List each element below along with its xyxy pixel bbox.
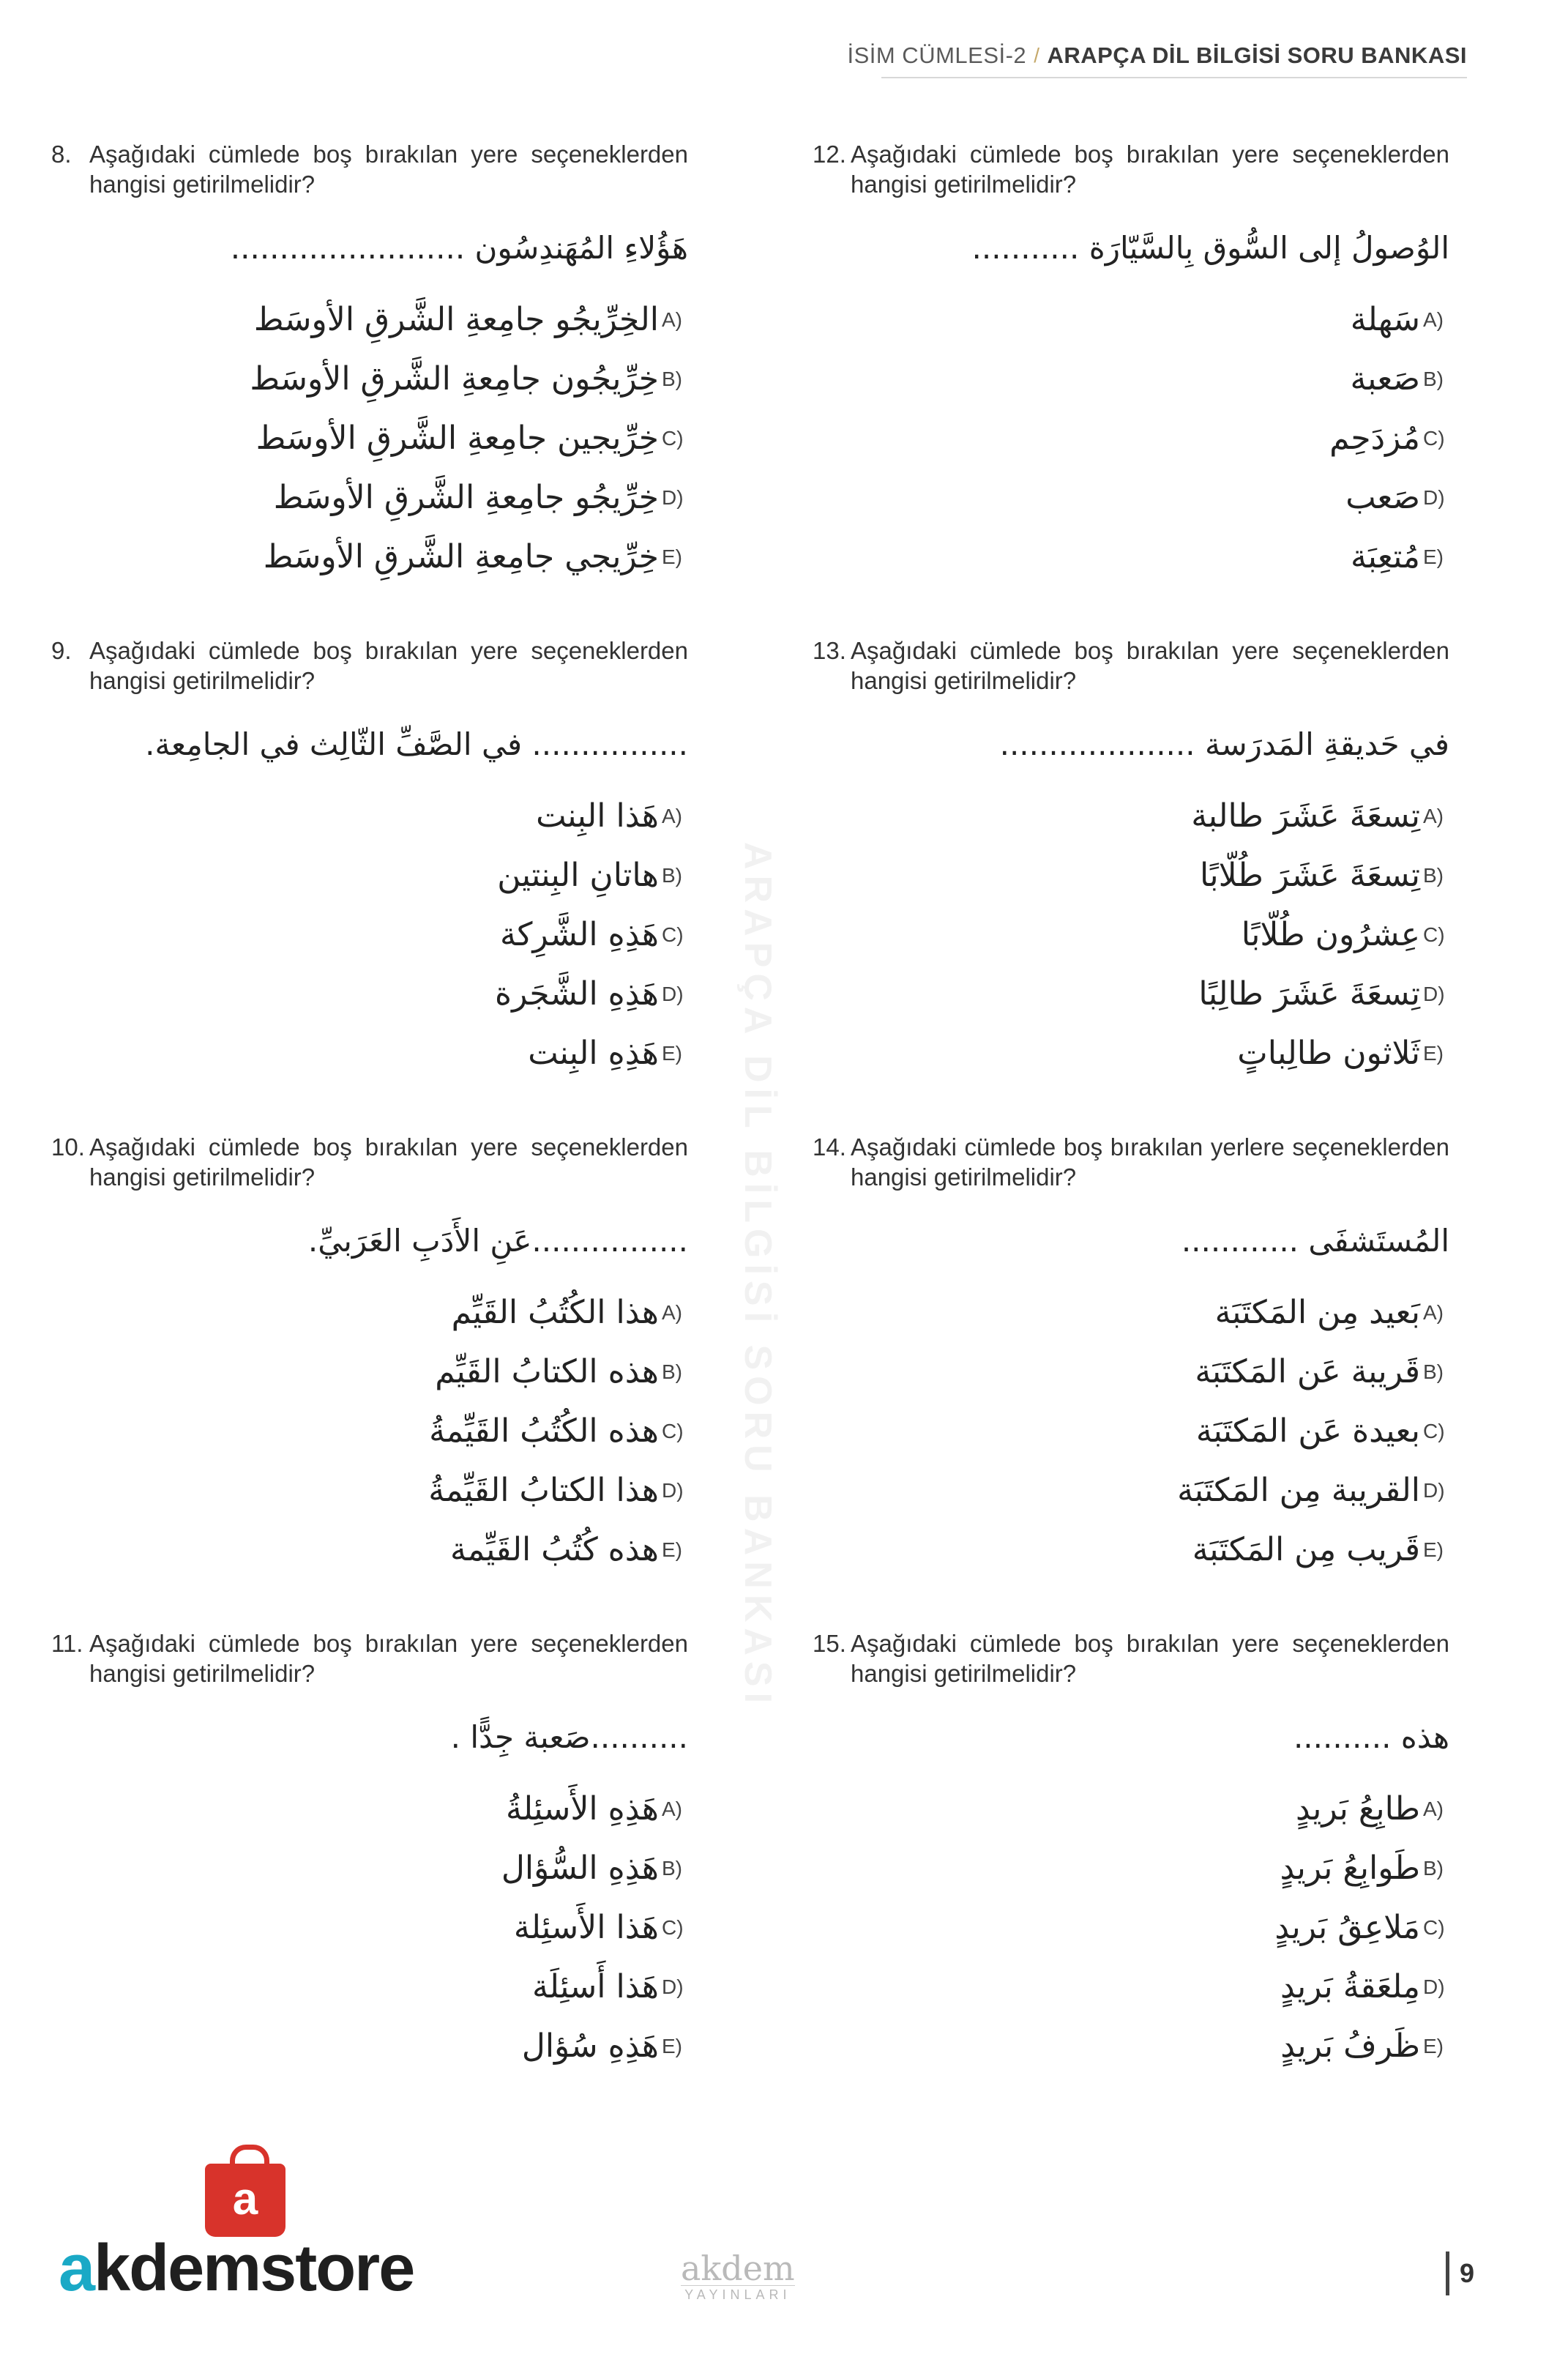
options-list bbox=[51, 290, 688, 586]
header-book-title: ARAPÇA DİL BİLGİSİ SORU BANKASI bbox=[1047, 42, 1467, 68]
option-text: هذه الكتابُ القَيِّم bbox=[435, 1353, 659, 1390]
option-c[interactable] bbox=[51, 1401, 688, 1461]
option-c[interactable] bbox=[813, 1401, 1449, 1461]
option-letter: E) bbox=[1423, 2034, 1444, 2057]
option-letter: E) bbox=[662, 1538, 682, 1561]
option-d[interactable] bbox=[51, 468, 688, 527]
option-text: تِسعَةَ عَشَرَ طالبة bbox=[1191, 797, 1420, 835]
option-text: عِشرُون طُلّابًا bbox=[1241, 916, 1420, 953]
option-b[interactable] bbox=[51, 349, 688, 409]
arabic-sentence: ..........صَعبة جِدًّا . bbox=[450, 1719, 688, 1755]
question-prompt bbox=[813, 1132, 1449, 1192]
option-d[interactable] bbox=[813, 964, 1449, 1024]
options-list bbox=[51, 1283, 688, 1579]
option-letter: D) bbox=[662, 982, 684, 1005]
option-text: الخِرِّيجُو جامِعةِ الشَّرقِ الأوسَط bbox=[253, 301, 659, 338]
option-d[interactable] bbox=[813, 1461, 1449, 1520]
option-c[interactable] bbox=[51, 1898, 688, 1957]
options-list bbox=[813, 290, 1449, 586]
question-prompt bbox=[51, 1132, 688, 1192]
option-b[interactable] bbox=[813, 349, 1449, 409]
option-text: هَذا البِنت bbox=[536, 797, 659, 835]
option-letter: C) bbox=[662, 923, 684, 946]
option-letter: A) bbox=[662, 1300, 682, 1324]
question-text: Aşağıdaki cümlede boş bırakılan yere seçeneklerden hangisi getirilmelidir? bbox=[851, 637, 1449, 694]
option-c[interactable] bbox=[51, 905, 688, 964]
option-text: مُزدَحِم bbox=[1329, 420, 1420, 457]
option-b[interactable] bbox=[51, 1839, 688, 1898]
options-list bbox=[51, 1779, 688, 2076]
option-e[interactable] bbox=[813, 527, 1449, 586]
option-a[interactable] bbox=[813, 786, 1449, 846]
option-text: هَذا الأَسئِلة bbox=[513, 1909, 659, 1946]
option-letter: C) bbox=[1423, 1915, 1445, 1939]
option-text: بعيدة عَن المَكتَبَة bbox=[1195, 1412, 1420, 1450]
option-letter: B) bbox=[1423, 367, 1444, 390]
option-text: هَذِهِ الأَسئِلةُ bbox=[506, 1790, 659, 1828]
option-a[interactable] bbox=[813, 290, 1449, 349]
option-text: هَذِهِ سُؤال bbox=[521, 2027, 659, 2065]
question-text: Aşağıdaki cümlede boş bırakılan yere seçeneklerden hangisi getirilmelidir? bbox=[89, 1630, 688, 1687]
option-letter: E) bbox=[1423, 545, 1444, 568]
arabic-sentence: ................ في الصَّفِّ الثّالِث في الجامِعة. bbox=[145, 726, 688, 762]
right-column bbox=[813, 139, 1449, 2125]
option-b[interactable] bbox=[813, 846, 1449, 905]
option-letter: A) bbox=[662, 804, 682, 827]
store-logo[interactable] bbox=[59, 2164, 454, 2305]
running-header bbox=[847, 42, 1467, 69]
option-letter: D) bbox=[662, 1975, 684, 1998]
option-e[interactable] bbox=[51, 2016, 688, 2076]
option-letter: B) bbox=[1423, 1856, 1444, 1880]
option-b[interactable] bbox=[813, 1342, 1449, 1401]
header-rule bbox=[881, 77, 1467, 78]
option-a[interactable] bbox=[813, 1779, 1449, 1839]
option-d[interactable] bbox=[813, 468, 1449, 527]
option-letter: B) bbox=[662, 367, 682, 390]
option-text: هاتانِ البِنتين bbox=[497, 857, 659, 894]
option-text: هَذِهِ البِنت bbox=[528, 1035, 659, 1072]
option-e[interactable] bbox=[51, 527, 688, 586]
question-prompt bbox=[51, 139, 688, 199]
option-text: ثَلاثون طالِباتٍ bbox=[1237, 1035, 1420, 1072]
question-number: 8. bbox=[51, 141, 72, 168]
option-a[interactable] bbox=[51, 290, 688, 349]
option-d[interactable] bbox=[813, 1957, 1449, 2016]
question-14 bbox=[813, 1132, 1449, 1628]
option-letter: B) bbox=[1423, 1360, 1444, 1383]
option-text: ظَرفُ بَريدٍ bbox=[1280, 2027, 1420, 2065]
option-e[interactable] bbox=[51, 1520, 688, 1579]
option-d[interactable] bbox=[51, 964, 688, 1024]
arabic-sentence: هَؤُلاءِ المُهَندِسُون ........................ bbox=[230, 230, 688, 266]
question-text: Aşağıdaki cümlede boş bırakılan yere seçeneklerden hangisi getirilmelidir? bbox=[89, 141, 688, 198]
publisher-name: akdem bbox=[681, 2249, 795, 2288]
question-number: 10. bbox=[51, 1133, 85, 1161]
question-12 bbox=[813, 139, 1449, 636]
option-e[interactable] bbox=[813, 1520, 1449, 1579]
question-prompt bbox=[813, 139, 1449, 199]
option-text: سَهلة bbox=[1350, 301, 1420, 338]
option-letter: A) bbox=[1423, 1300, 1444, 1324]
store-name bbox=[59, 2231, 414, 2306]
option-letter: C) bbox=[662, 426, 684, 450]
option-letter: A) bbox=[1423, 308, 1444, 331]
option-text: هذه كُتُبُ القَيِّمة bbox=[450, 1531, 659, 1568]
options-list bbox=[51, 786, 688, 1083]
option-letter: A) bbox=[662, 1797, 682, 1820]
option-text: طابِعُ بَريدٍ bbox=[1296, 1790, 1420, 1828]
question-prompt bbox=[813, 636, 1449, 696]
option-text: هَذِهِ الشَّجَرة bbox=[495, 975, 659, 1013]
option-letter: B) bbox=[1423, 863, 1444, 887]
option-text: مِلعَقةُ بَريدٍ bbox=[1280, 1968, 1420, 2005]
option-text: مُتعِبَة bbox=[1351, 538, 1420, 576]
publisher-logo bbox=[681, 2251, 795, 2303]
option-text: خِرِّيجي جامِعةِ الشَّرقِ الأوسَط bbox=[263, 538, 659, 576]
option-b[interactable] bbox=[813, 1839, 1449, 1898]
question-number: 15. bbox=[813, 1630, 846, 1657]
option-letter: C) bbox=[1423, 1419, 1445, 1442]
question-8 bbox=[51, 139, 688, 636]
question-number: 11. bbox=[51, 1630, 83, 1657]
option-letter: B) bbox=[662, 1856, 682, 1880]
option-text: خِرِّيجين جامِعةِ الشَّرقِ الأوسَط bbox=[255, 420, 659, 457]
option-text: بَعيد مِن المَكتَبَة bbox=[1214, 1294, 1420, 1331]
options-list bbox=[813, 786, 1449, 1083]
option-text: خِرِّيجُون جامِعةِ الشَّرقِ الأوسَط bbox=[250, 360, 659, 398]
option-text: خِرِّيجُو جامِعةِ الشَّرقِ الأوسَط bbox=[273, 479, 659, 516]
question-prompt bbox=[51, 1628, 688, 1688]
logo-letter: a bbox=[232, 2174, 258, 2224]
option-text: قَريب مِن المَكتَبَة bbox=[1192, 1531, 1420, 1568]
option-letter: E) bbox=[662, 545, 682, 568]
option-letter: D) bbox=[1423, 1478, 1445, 1502]
option-d[interactable] bbox=[51, 1461, 688, 1520]
option-d[interactable] bbox=[51, 1957, 688, 2016]
left-column bbox=[51, 139, 688, 2125]
question-text: Aşağıdaki cümlede boş bırakılan yere seçeneklerden hangisi getirilmelidir? bbox=[851, 141, 1449, 198]
option-c[interactable] bbox=[813, 905, 1449, 964]
option-letter: A) bbox=[1423, 804, 1444, 827]
option-letter: E) bbox=[662, 2034, 682, 2057]
option-e[interactable] bbox=[51, 1024, 688, 1083]
option-letter: D) bbox=[1423, 485, 1445, 509]
question-15 bbox=[813, 1628, 1449, 2125]
options-list bbox=[813, 1283, 1449, 1579]
option-b[interactable] bbox=[51, 1342, 688, 1401]
option-a[interactable] bbox=[813, 1283, 1449, 1342]
option-letter: C) bbox=[1423, 426, 1445, 450]
arabic-sentence: المُستَشفَى ............ bbox=[1181, 1223, 1449, 1259]
option-text: طَوابِعُ بَريدٍ bbox=[1280, 1850, 1420, 1887]
option-text: هَذِهِ السُّؤال bbox=[501, 1850, 659, 1887]
question-11 bbox=[51, 1628, 688, 2125]
option-c[interactable] bbox=[813, 409, 1449, 468]
question-text: Aşağıdaki cümlede boş bırakılan yere seçeneklerden hangisi getirilmelidir? bbox=[89, 637, 688, 694]
option-letter: B) bbox=[662, 863, 682, 887]
option-text: هَذِهِ الشَّرِكة bbox=[499, 916, 659, 953]
option-text: هذا الكُتُبُ القَيِّم bbox=[451, 1294, 659, 1331]
option-text: هذا الكتابُ القَيِّمةُ bbox=[428, 1472, 659, 1509]
option-letter: A) bbox=[662, 308, 682, 331]
question-number: 14. bbox=[813, 1133, 846, 1161]
option-a[interactable] bbox=[51, 1283, 688, 1342]
option-text: تِسعَةَ عَشَرَ طالِبًا bbox=[1198, 975, 1420, 1013]
option-letter: C) bbox=[1423, 923, 1445, 946]
option-text: القريبة مِن المَكتَبَة bbox=[1177, 1472, 1420, 1509]
option-b[interactable] bbox=[51, 846, 688, 905]
option-text: هذه الكُتُبُ القَيِّمةُ bbox=[429, 1412, 659, 1450]
option-text: مَلاعِقُ بَريدٍ bbox=[1274, 1909, 1420, 1946]
store-name-rest: kdemstore bbox=[94, 2232, 414, 2305]
arabic-sentence: هذه .......... bbox=[1293, 1719, 1449, 1755]
question-number: 9. bbox=[51, 637, 72, 664]
option-letter: A) bbox=[1423, 1797, 1444, 1820]
option-letter: E) bbox=[1423, 1041, 1444, 1065]
option-letter: D) bbox=[662, 1478, 684, 1502]
option-letter: E) bbox=[662, 1041, 682, 1065]
store-name-initial: a bbox=[59, 2232, 94, 2305]
question-text: Aşağıdaki cümlede boş bırakılan yere seçeneklerden hangisi getirilmelidir? bbox=[89, 1133, 688, 1191]
option-c[interactable] bbox=[51, 409, 688, 468]
header-separator: / bbox=[1034, 44, 1040, 67]
shopping-bag-icon bbox=[205, 2164, 285, 2237]
option-letter: D) bbox=[662, 485, 684, 509]
option-e[interactable] bbox=[813, 1024, 1449, 1083]
option-text: صَعب bbox=[1345, 479, 1420, 516]
question-9 bbox=[51, 636, 688, 1132]
option-text: صَعبة bbox=[1350, 360, 1420, 398]
question-text: Aşağıdaki cümlede boş bırakılan yere seçeneklerden hangisi getirilmelidir? bbox=[851, 1630, 1449, 1687]
question-13 bbox=[813, 636, 1449, 1132]
option-e[interactable] bbox=[813, 2016, 1449, 2076]
option-c[interactable] bbox=[813, 1898, 1449, 1957]
question-prompt bbox=[813, 1628, 1449, 1688]
option-letter: D) bbox=[1423, 982, 1445, 1005]
option-a[interactable] bbox=[51, 1779, 688, 1839]
option-letter: B) bbox=[662, 1360, 682, 1383]
option-letter: E) bbox=[1423, 1538, 1444, 1561]
publisher-subtitle: YAYINLARI bbox=[681, 2285, 795, 2303]
arabic-sentence: في حَديقةِ المَدرَسة .................... bbox=[999, 726, 1449, 762]
option-text: قَريبة عَن المَكتَبَة bbox=[1195, 1353, 1420, 1390]
option-letter: C) bbox=[662, 1915, 684, 1939]
option-letter: C) bbox=[662, 1419, 684, 1442]
watermark-text: ARAPÇA DİL BİLGİSİ SORU BANKASI bbox=[736, 842, 779, 1710]
page-number: 9 bbox=[1446, 2251, 1474, 2295]
option-text: هَذا أَسئِلَة bbox=[531, 1968, 659, 2005]
question-text: Aşağıdaki cümlede boş bırakılan yerlere seçeneklerden hangisi getirilmelidir? bbox=[851, 1133, 1449, 1191]
option-a[interactable] bbox=[51, 786, 688, 846]
option-text: تِسعَةَ عَشَرَ طُلّابًا bbox=[1200, 857, 1420, 894]
arabic-sentence: الوُصولُ إلى السُّوق بِالسَّيّارَة ........... bbox=[971, 230, 1449, 266]
options-list bbox=[813, 1779, 1449, 2076]
question-10 bbox=[51, 1132, 688, 1628]
question-number: 12. bbox=[813, 141, 846, 168]
question-number: 13. bbox=[813, 637, 846, 664]
arabic-sentence: ................عَنِ الأَدَبِ العَرَبيِّ. bbox=[307, 1223, 688, 1259]
question-prompt bbox=[51, 636, 688, 696]
option-letter: D) bbox=[1423, 1975, 1445, 1998]
header-section: İSİM CÜMLESİ-2 bbox=[847, 42, 1027, 68]
